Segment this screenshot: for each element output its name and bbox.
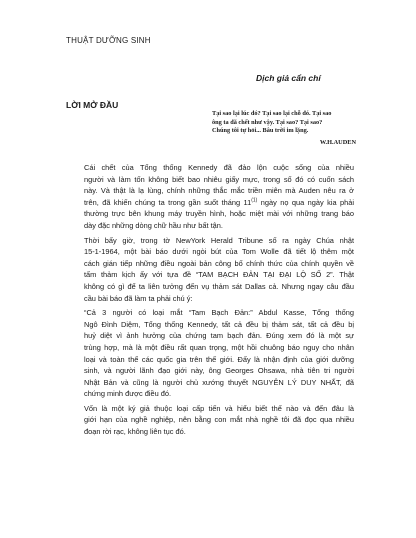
running-header: THUẬT DƯỠNG SINH [66, 36, 151, 45]
text-line: người và làm tốn không biết bao nhiêu giấy mực, trong số đó có cuốn sách [84, 174, 354, 184]
text-line: giới hạn của nghề nghiệp, nên bằng con mắt nhà nghề tôi đã đọc qua nhiều [84, 415, 354, 425]
text-line: Ngô Đình Diệm, Tổng thống Kennedy, tất cả đều bị thảm sát, tất cả đều bị [84, 319, 354, 329]
text-line: trùng hợp, mà là một điều rất quan trọng, một hồi chuông báo nguy cho nhân [84, 342, 354, 352]
text-line: Vốn là một ký giả thuộc loại cấp tiến và hiểu biết thế nào và đến đâu là [84, 403, 354, 413]
text-line: cách gián tiếp những điều ngoài bản công bố chính thức của chính quyền về [84, 258, 354, 268]
text-line: này. Và thật là lạ lùng, chính những thắc mắc triền miên mà Auden nêu ra ở [84, 186, 354, 196]
text-line [66, 197, 354, 209]
text-line: “Cả 3 người có loại mắt “Tam Bạch Đản:” Abdul Kasse, Tổng thống [84, 308, 354, 318]
text-line: 15-1-1964, một bài báo dưới ngòi bút của Tom Wolle đã tiết lộ thêm một [84, 247, 354, 257]
text-line: loại và toàn thể các quốc gia trên thế giới. Đấy là nhận định của giới dưỡng [84, 354, 354, 364]
text-line: Nhật Bản và cũng là người chủ xướng thuyết NGUYÊN LÝ DUY NHẤT, đã [84, 377, 354, 387]
footnote-marker: (1) [251, 197, 258, 204]
text-line: Thời bấy giờ, trong tờ NewYork Herald Tribune số ra ngày Chúa nhật [84, 235, 354, 245]
body-text [66, 162, 354, 441]
paragraph-4 [66, 403, 354, 438]
text-line: cầu bài báo đã làm ta phải chú ý: [84, 293, 193, 303]
paragraph-3 [66, 307, 354, 400]
text-line: đoạn rời rạc, không liên tục đó. [84, 427, 186, 437]
text-line: thường trực bên khung máy truyền hình, hoặc miệt mài với những trang báo [84, 209, 354, 219]
epigraph-line: Chúng tôi tự hỏi... Bâu trời im lặng. [212, 127, 309, 135]
text-line: Cái chết của Tổng thống Kennedy đã đảo lộn cuộc sống của nhiều [84, 163, 354, 172]
text-line: sinh, và người lãnh đạo giới này, ông Georges Ohsawa, nhà tiên tri người [84, 366, 354, 376]
text-line: không có gì để ta liên tưởng đến vụ thảm sát Dallas cả. Nhưng ngay câu đầu [84, 281, 354, 291]
paragraph-1 [66, 162, 354, 232]
epigraph [212, 110, 362, 147]
epigraph-author: W.H.AUDEN [319, 138, 356, 146]
text-fragment: trên, đã khiến chúng ta trong gần suốt tháng 11 [84, 197, 252, 207]
text-line: huỷ diệt vì ảnh hưởng của chứng tam bạch đản. Đúng xem đó là một sự [84, 331, 354, 341]
text-line: tấm thảm kịch ấy với tựa đề “TAM BẠCH ĐẢN TẠI ĐẠI LỘ SỐ 2”. Thật [84, 270, 354, 280]
epigraph-line: ông ta đã chết như vậy. Tại sao? Tại sao? [212, 118, 323, 126]
text-fragment: ngày nọ qua ngày kia phải [257, 197, 354, 207]
epigraph-line: Tại sao lại lúc đó? Tại sao lại chỗ đó. Tại sao [212, 110, 332, 117]
text-line: dày đặc những dòng chữ hầu như bất tận. [84, 220, 223, 230]
paragraph-2 [66, 235, 354, 305]
section-heading: LỜI MỞ ĐẦU [66, 100, 119, 110]
translator-note: Dịch giả cẩn chí [256, 73, 321, 83]
text-line: chứng minh được điều đó. [84, 389, 172, 399]
